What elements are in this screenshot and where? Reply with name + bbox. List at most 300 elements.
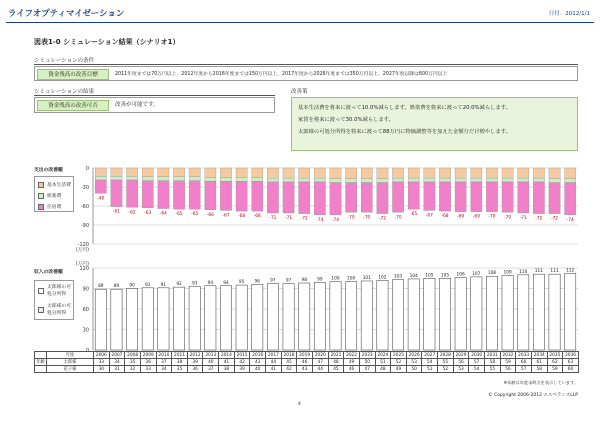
income-total-label: 111: [550, 269, 559, 275]
y-tick-label: 60: [82, 306, 89, 313]
table-cell: 2024: [375, 352, 391, 359]
expense-total-label: -67: [222, 213, 230, 219]
expense-total-label: -71: [519, 215, 527, 221]
income-total-label: 94: [223, 280, 229, 286]
legend-label: 娯楽費: [47, 194, 62, 199]
income-bar: [377, 280, 388, 350]
expense-total-label: -70: [347, 215, 355, 221]
expense-bar-segment: [346, 168, 357, 179]
y-tick-label: -30: [80, 184, 89, 191]
expense-bar-segment: [299, 182, 310, 214]
table-cell: 37: [203, 366, 219, 373]
income-total-label: 97: [270, 278, 276, 284]
expense-bar-segment: [267, 178, 278, 182]
table-cell: 41: [219, 359, 235, 366]
table-cell: 46: [344, 366, 360, 373]
income-bar: [142, 288, 153, 350]
income-total-label: 101: [362, 275, 371, 281]
income-total-label: 89: [113, 284, 120, 290]
table-cell: 37: [156, 359, 172, 366]
conditions-tag: 資金残高の改善目標: [37, 69, 109, 80]
income-bar: [518, 275, 529, 350]
table-cell: 33: [94, 359, 110, 366]
table-cell: 61: [531, 359, 547, 366]
income-total-label: 112: [566, 268, 575, 274]
expense-total-label: -70: [394, 215, 402, 221]
table-cell: 2009: [140, 352, 156, 359]
row-label: 花子様: [47, 366, 94, 373]
table-cell: 48: [328, 359, 344, 366]
income-total-label: 105: [425, 273, 434, 279]
table-cell: 49: [344, 359, 360, 366]
income-total-label: 103: [393, 274, 403, 280]
income-bar: [565, 273, 576, 350]
expense-total-label: -72: [535, 216, 543, 222]
expense-total-label: -69: [472, 214, 480, 220]
table-cell: 58: [485, 359, 501, 366]
expense-total-label: -74: [331, 217, 340, 223]
expense-bar-segment: [142, 181, 153, 208]
expense-bar-segment: [377, 179, 388, 183]
legend-label: 基本生活費: [47, 183, 71, 188]
expense-bar-segment: [126, 180, 137, 207]
y-tick-label: 120: [79, 265, 89, 272]
expense-bar-segment: [455, 182, 466, 212]
table-cell: 2027: [422, 352, 438, 359]
table-cell: 55: [485, 366, 501, 373]
expense-bar-segment: [408, 168, 419, 178]
table-cell: 36: [187, 366, 203, 373]
expense-bar-segment: [220, 168, 231, 178]
income-bar: [314, 282, 325, 350]
table-cell: 58: [531, 366, 547, 373]
table-cell: 35: [172, 366, 188, 373]
table-cell: 2013: [203, 352, 219, 359]
y-tick-label: 0: [85, 165, 89, 172]
expense-bar-segment: [220, 178, 231, 182]
table-cell: 38: [219, 366, 235, 373]
table-cell: 34: [156, 366, 172, 373]
table-cell: 47: [312, 359, 328, 366]
age-table-wrapper: [34, 351, 579, 373]
expense-bar-segment: [533, 182, 544, 214]
income-bar: [95, 289, 106, 350]
expense-total-label: -64: [159, 211, 167, 217]
expense-bar-segment: [471, 182, 482, 212]
expense-bar-segment: [299, 168, 310, 178]
expense-bar-segment: [205, 178, 216, 182]
table-cell: 43: [250, 359, 266, 366]
income-total-label: 100: [347, 276, 356, 282]
expense-bar-segment: [283, 182, 294, 213]
table-cell: 2026: [406, 352, 422, 359]
expense-bar-segment: [111, 176, 122, 180]
y-tick-label: -60: [80, 203, 89, 210]
expense-bar-segment: [549, 183, 560, 214]
expense-bar-segment: [377, 168, 388, 179]
expense-bar-segment: [252, 168, 263, 178]
income-total-label: 100: [331, 276, 340, 282]
expense-bar-segment: [158, 181, 169, 209]
table-cell: 56: [500, 366, 516, 373]
expense-bar-segment: [549, 168, 560, 179]
expense-bar-segment: [377, 183, 388, 214]
income-total-label: 110: [519, 269, 528, 275]
income-total-label: 91: [145, 282, 151, 288]
expense-bar-segment: [486, 182, 497, 212]
legend-label: 住居費: [47, 205, 62, 210]
income-bar: [471, 277, 482, 350]
income-bar: [361, 281, 372, 350]
table-cell: 52: [391, 359, 407, 366]
income-total-label: 98: [301, 278, 307, 284]
expense-bar-segment: [252, 181, 263, 211]
expense-total-label: -68: [441, 214, 449, 220]
income-bar: [205, 286, 216, 350]
age-row: [35, 359, 579, 366]
income-bar: [455, 278, 466, 350]
age-footnote: ※年齢は年度末時点を表示しています。: [503, 380, 578, 385]
expense-total-label: -68: [253, 214, 261, 220]
expense-bar-segment: [361, 179, 372, 183]
expense-total-label: -40: [97, 196, 105, 202]
table-cell: 54: [469, 366, 485, 373]
table-cell: 51: [422, 366, 438, 373]
income-total-label: 94: [207, 280, 214, 286]
y-tick-label: 90: [82, 286, 89, 293]
income-bar: [220, 286, 231, 350]
income-bar: [439, 278, 450, 350]
expense-bar-segment: [252, 178, 263, 182]
expense-chart-title: 支出の改善額: [34, 168, 63, 173]
page-number: 4: [298, 402, 301, 407]
income-bar: [486, 276, 497, 350]
improvement-section-label: 改善策: [291, 89, 308, 95]
table-cell: 49: [391, 366, 407, 373]
table-cell: 59: [500, 359, 516, 366]
expense-bar-segment: [502, 178, 513, 182]
income-bars: [95, 273, 576, 350]
improvement-line: 家賃を将来に渡って30.0%減らします。: [298, 117, 394, 123]
expense-bar-segment: [189, 168, 200, 177]
year-row: [35, 352, 579, 359]
expense-bar-segment: [518, 178, 529, 182]
table-cell: 42: [234, 359, 250, 366]
table-cell: 62: [547, 359, 563, 366]
income-total-label: 102: [378, 275, 387, 281]
expense-bar-segment: [565, 168, 576, 179]
table-cell: 36: [140, 359, 156, 366]
table-cell: 33: [140, 366, 156, 373]
expense-bar-segment: [314, 168, 325, 178]
expense-total-label: -67: [425, 213, 433, 219]
expense-total-label: -65: [175, 212, 183, 218]
table-cell: 2031: [485, 352, 501, 359]
expense-total-label: -70: [363, 215, 371, 221]
table-cell: 2030: [469, 352, 485, 359]
expense-bar-segment: [455, 178, 466, 182]
table-cell: 35: [125, 359, 141, 366]
expense-total-label: -71: [269, 215, 277, 221]
copyright: © Copyright 2006-2012 エスペランスLLP: [488, 393, 578, 398]
income-bar: [330, 282, 341, 350]
table-cell: 2010: [156, 352, 172, 359]
expense-bar-segment: [95, 168, 106, 176]
income-bar: [158, 288, 169, 350]
expense-total-label: -69: [457, 214, 465, 220]
income-total-label: 96: [254, 279, 261, 285]
legend-label: 太郎様の可処分所得: [47, 304, 71, 316]
expense-bar-segment: [330, 179, 341, 183]
table-cell: 2023: [359, 352, 375, 359]
income-bar: [346, 282, 357, 350]
table-cell: 2007: [109, 352, 125, 359]
table-cell: 60: [516, 359, 532, 366]
income-total-label: 106: [456, 272, 465, 278]
income-bar: [502, 276, 513, 350]
expense-bar-segment: [424, 182, 435, 211]
income-total-label: 95: [238, 280, 245, 286]
figure-title: 図表1-0 シミュレーション結果（シナリオ1）: [34, 38, 180, 46]
expense-bar-segment: [392, 182, 403, 212]
table-cell: 2035: [547, 352, 563, 359]
expense-total-label: -65: [410, 212, 418, 218]
expense-bar-segment: [189, 181, 200, 210]
result-section-label: シミュレーションの結果: [34, 89, 95, 95]
expense-bar-segment: [95, 176, 106, 180]
table-cell: 2019: [297, 352, 313, 359]
expense-bar-segment: [486, 168, 497, 178]
table-cell: 56: [453, 359, 469, 366]
table-cell: 31: [109, 366, 125, 373]
expense-bar-segment: [471, 168, 482, 178]
expense-bar-segment: [361, 168, 372, 179]
table-cell: 54: [422, 359, 438, 366]
row-group-label: 年齢: [36, 360, 45, 365]
expense-total-label: -65: [191, 212, 199, 218]
expense-bar-segment: [126, 176, 137, 180]
expense-bar-segment: [205, 168, 216, 178]
expense-bar-segment: [408, 178, 419, 182]
expense-bar-segment: [424, 168, 435, 178]
expense-bar-segment: [314, 182, 325, 215]
app-title: ライフオプティマイゼーション: [8, 9, 125, 19]
income-total-label: 107: [472, 271, 481, 277]
expense-bar-segment: [95, 180, 106, 193]
table-cell: 39: [187, 359, 203, 366]
expense-bar-segment: [346, 183, 357, 213]
expense-bar-segment: [408, 182, 419, 209]
table-cell: 2022: [344, 352, 360, 359]
income-bar: [126, 289, 137, 351]
expense-bar-segment: [236, 168, 247, 178]
expense-bar-segment: [392, 178, 403, 182]
income-bar: [424, 278, 435, 350]
expense-total-label: -63: [144, 210, 152, 216]
expense-bar-segment: [439, 182, 450, 211]
income-chart-title: 収入の改善額: [34, 270, 63, 275]
expense-bar-segment: [565, 179, 576, 183]
income-total-label: 92: [176, 282, 182, 288]
age-row: [35, 366, 579, 373]
expense-bar-segment: [299, 178, 310, 182]
expense-bar-segment: [142, 168, 153, 177]
expense-bar-segment: [346, 179, 357, 183]
income-bar: [173, 287, 184, 350]
expense-bar-segment: [518, 182, 529, 213]
table-cell: 2017: [266, 352, 282, 359]
table-cell: 63: [563, 359, 579, 366]
income-total-label: 91: [160, 282, 167, 288]
table-cell: 52: [438, 366, 454, 373]
row-group-label: [35, 366, 47, 373]
table-cell: 41: [266, 366, 282, 373]
expense-bar-segment: [283, 178, 294, 182]
table-cell: 2018: [281, 352, 297, 359]
expense-bar-segment: [220, 181, 231, 210]
table-cell: 43: [297, 366, 313, 373]
expense-bar-segment: [471, 178, 482, 182]
expense-bar-segment: [330, 183, 341, 215]
table-cell: 2011: [172, 352, 188, 359]
expense-bar-segment: [173, 181, 184, 210]
expense-bar-segment: [173, 177, 184, 181]
table-cell: 50: [406, 366, 422, 373]
income-total-label: 90: [129, 283, 135, 289]
table-cell: 39: [234, 366, 250, 373]
expense-bar-segment: [158, 168, 169, 177]
expense-total-label: -72: [551, 216, 559, 222]
expense-bar-segment: [518, 168, 529, 178]
income-bar: [549, 274, 560, 350]
table-cell: 2034: [531, 352, 547, 359]
table-cell: 2029: [453, 352, 469, 359]
y-tick-label: -90: [80, 222, 89, 229]
result-tag: 資金残高の改善可否: [37, 100, 109, 111]
expense-bar-segment: [173, 168, 184, 177]
table-cell: 59: [547, 366, 563, 373]
table-cell: 2032: [500, 352, 516, 359]
y-unit-label: (万円): [75, 262, 89, 267]
income-bar: [392, 280, 403, 350]
expense-bar-segment: [111, 168, 122, 176]
table-cell: 42: [281, 366, 297, 373]
legend-label: 太郎様の可処分所得: [47, 285, 71, 297]
conditions-text: 2011年度までは70万円以上、2012年度から2016年度までは150万円以上、2017年度から2026年度までは350万円以上、2027年度以降は600万円以上: [115, 72, 448, 77]
table-cell: 44: [312, 366, 328, 373]
expense-bar-segment: [439, 178, 450, 182]
table-cell: 48: [375, 366, 391, 373]
row-label: 太郎様: [47, 359, 94, 366]
expense-bar-segment: [111, 180, 122, 207]
income-total-label: 99: [317, 277, 323, 283]
table-cell: 2028: [438, 352, 454, 359]
result-text: 改善が可能です。: [115, 102, 159, 108]
improvement-line: 太郎様の可処分所得を将来に渡って88万円に物価調整等を加えた金額分だけ増やします。: [298, 129, 511, 135]
expense-bar-segment: [502, 168, 513, 178]
y-tick-label: 0: [85, 347, 89, 354]
y-tick-label: 30: [82, 327, 89, 334]
table-cell: 55: [438, 359, 454, 366]
table-cell: 2014: [219, 352, 235, 359]
expense-bar-segment: [236, 178, 247, 182]
income-total-label: 89: [98, 284, 104, 290]
income-total-label: 109: [503, 270, 512, 276]
income-bar: [267, 284, 278, 350]
expense-bar-segment: [549, 179, 560, 183]
income-bar: [111, 289, 122, 350]
income-total-label: 104: [409, 273, 418, 279]
table-cell: 46: [297, 359, 313, 366]
income-bar: [533, 274, 544, 350]
expense-bar-segment: [267, 182, 278, 213]
income-bar: [252, 284, 263, 350]
expense-bar-segment: [533, 178, 544, 182]
expense-bar-segment: [330, 168, 341, 179]
income-total-label: 108: [487, 271, 497, 277]
expense-bar-segment: [502, 182, 513, 212]
table-cell: 44: [266, 359, 282, 366]
table-cell: 57: [516, 366, 532, 373]
table-cell: 47: [359, 366, 375, 373]
table-cell: 30: [94, 366, 110, 373]
expense-bar-segment: [533, 168, 544, 178]
expense-bar-segment: [283, 168, 294, 178]
table-cell: 50: [359, 359, 375, 366]
expense-total-label: -72: [378, 216, 386, 222]
table-cell: 40: [250, 366, 266, 373]
expense-bar-segment: [392, 168, 403, 178]
y-tick-label: -120: [77, 241, 89, 248]
row-label: 年度: [47, 352, 94, 359]
expense-total-label: -70: [504, 215, 512, 221]
table-cell: 38: [172, 359, 188, 366]
expense-bar-segment: [142, 177, 153, 181]
table-cell: 2016: [250, 352, 266, 359]
income-bar: [236, 285, 247, 350]
conditions-section-label: シミュレーションの条件: [34, 58, 95, 64]
table-cell: 53: [453, 366, 469, 373]
income-bar: [299, 283, 310, 350]
expense-bar-segment: [314, 178, 325, 182]
table-cell: 60: [563, 366, 579, 373]
table-cell: 2021: [328, 352, 344, 359]
table-cell: 32: [125, 366, 141, 373]
expense-total-label: -61: [112, 209, 120, 215]
age-table: [34, 351, 579, 373]
table-cell: 2033: [516, 352, 532, 359]
expense-bar-segment: [126, 168, 137, 176]
expense-bar-segment: [236, 181, 247, 211]
expense-total-label: -68: [238, 214, 246, 220]
table-cell: 2012: [187, 352, 203, 359]
table-cell: 57: [469, 359, 485, 366]
table-cell: 45: [281, 359, 297, 366]
table-cell: 51: [375, 359, 391, 366]
row-group-label: [35, 352, 47, 359]
expense-total-label: -74: [566, 217, 574, 223]
table-cell: 2006: [94, 352, 110, 359]
expense-bar-segment: [361, 183, 372, 213]
table-cell: 2008: [125, 352, 141, 359]
income-bar: [283, 284, 294, 350]
expense-bar-segment: [205, 181, 216, 210]
expense-total-label: -74: [316, 217, 324, 223]
table-cell: 34: [109, 359, 125, 366]
y-unit-label: (万円): [75, 248, 89, 253]
table-cell: 2036: [563, 352, 579, 359]
expense-total-label: -66: [206, 212, 214, 218]
